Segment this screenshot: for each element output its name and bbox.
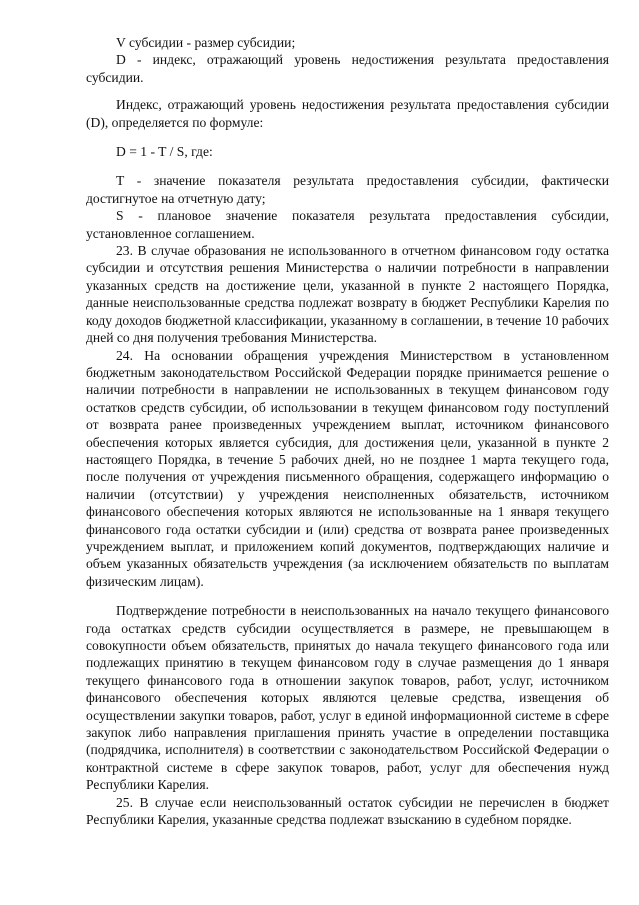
paragraph-v-subsidy: V субсидии - размер субсидии; <box>116 35 296 50</box>
paragraph-confirmation: Подтверждение потребности в неиспользованных на начало текущего финансового года остатках средств субсидии осуществляется в размере, не превышающем в совокупности объем обязательств, принятых до начала текущего финансового года или подлежащих принятию в текущем финансовом году в случае размещения до 1 января текущего финансового года в отношении закупок товаров, работ, услуг, источником финансового обеспечения которых являются целевые средства, извещения об осуществлении закупки товаров, работ, услуг в единой информационной системе в сфере закупок либо направления приглашения принять участие в определении поставщика (подрядчика, исполнителя) в соответствии с законодательством Российской Федерации о контрактной системе в сфере закупок товаров, работ, услуг для обеспечения нужд Республики Карелия. <box>86 603 609 793</box>
paragraph-t-value: T - значение показателя результата предоставления субсидии, фактически достигнутое на отчетную дату; <box>86 173 609 206</box>
paragraph-d-index: D - индекс, отражающий уровень недостижения результата предоставления субсидии. <box>86 52 609 85</box>
paragraph-index-definition: Индекс, отражающий уровень недостижения результата предоставления субсидии (D), определяется по формуле: <box>86 97 609 130</box>
paragraph-s-value: S - плановое значение показателя результата предоставления субсидии, установленное соглашением. <box>86 208 609 241</box>
paragraph-23: 23. В случае образования не использованного в отчетном финансовом году остатка субсидии и отсутствия решения Министерства о наличии потребности в направлении указанных средств на достижение цели, указанной в пункте 2 настоящего Порядка, данные неиспользованные средства подлежат возврату в бюджет Республики Карелия по коду доходов бюджетной классификации, указанному в соглашении, в течение 10 рабочих дней со дня получения требования Министерства. <box>86 243 609 346</box>
formula: D = 1 - T / S, где: <box>116 144 213 160</box>
paragraph-25: 25. В случае если неиспользованный остаток субсидии не перечислен в бюджет Республики Карелия, указанные средства подлежат взысканию в судебном порядке. <box>86 794 609 828</box>
paragraph-24: 24. На основании обращения учреждения Министерством в установленном бюджетным законодательством Российской Федерации порядке принимается решение о наличии потребности в направлении не использованных в текущем финансовом году остатков средств субсидии, об использовании в текущем финансовом году поступлений от возврата ранее произведенных учреждением выплат, источником финансового обеспечения которых является субсидия, для достижения цели, указанной в пункте 2 настоящего Порядка, в течение 5 рабочих дней, но не позднее 1 марта текущего года, после получения от учреждения письменного обращения, содержащего информацию о наличии (отсутствии) у учреждения неисполненных обязательств, источником финансового обеспечения которых являются не использованные на 1 января текущего финансового года остатки субсидии и (или) средства от возврата ранее произведенных учреждением выплат, и приложением копий документов, подтверждающих наличие и объем указанных обязательств учреждения (за исключением обязательств по выплатам физическим лицам). <box>86 347 609 589</box>
